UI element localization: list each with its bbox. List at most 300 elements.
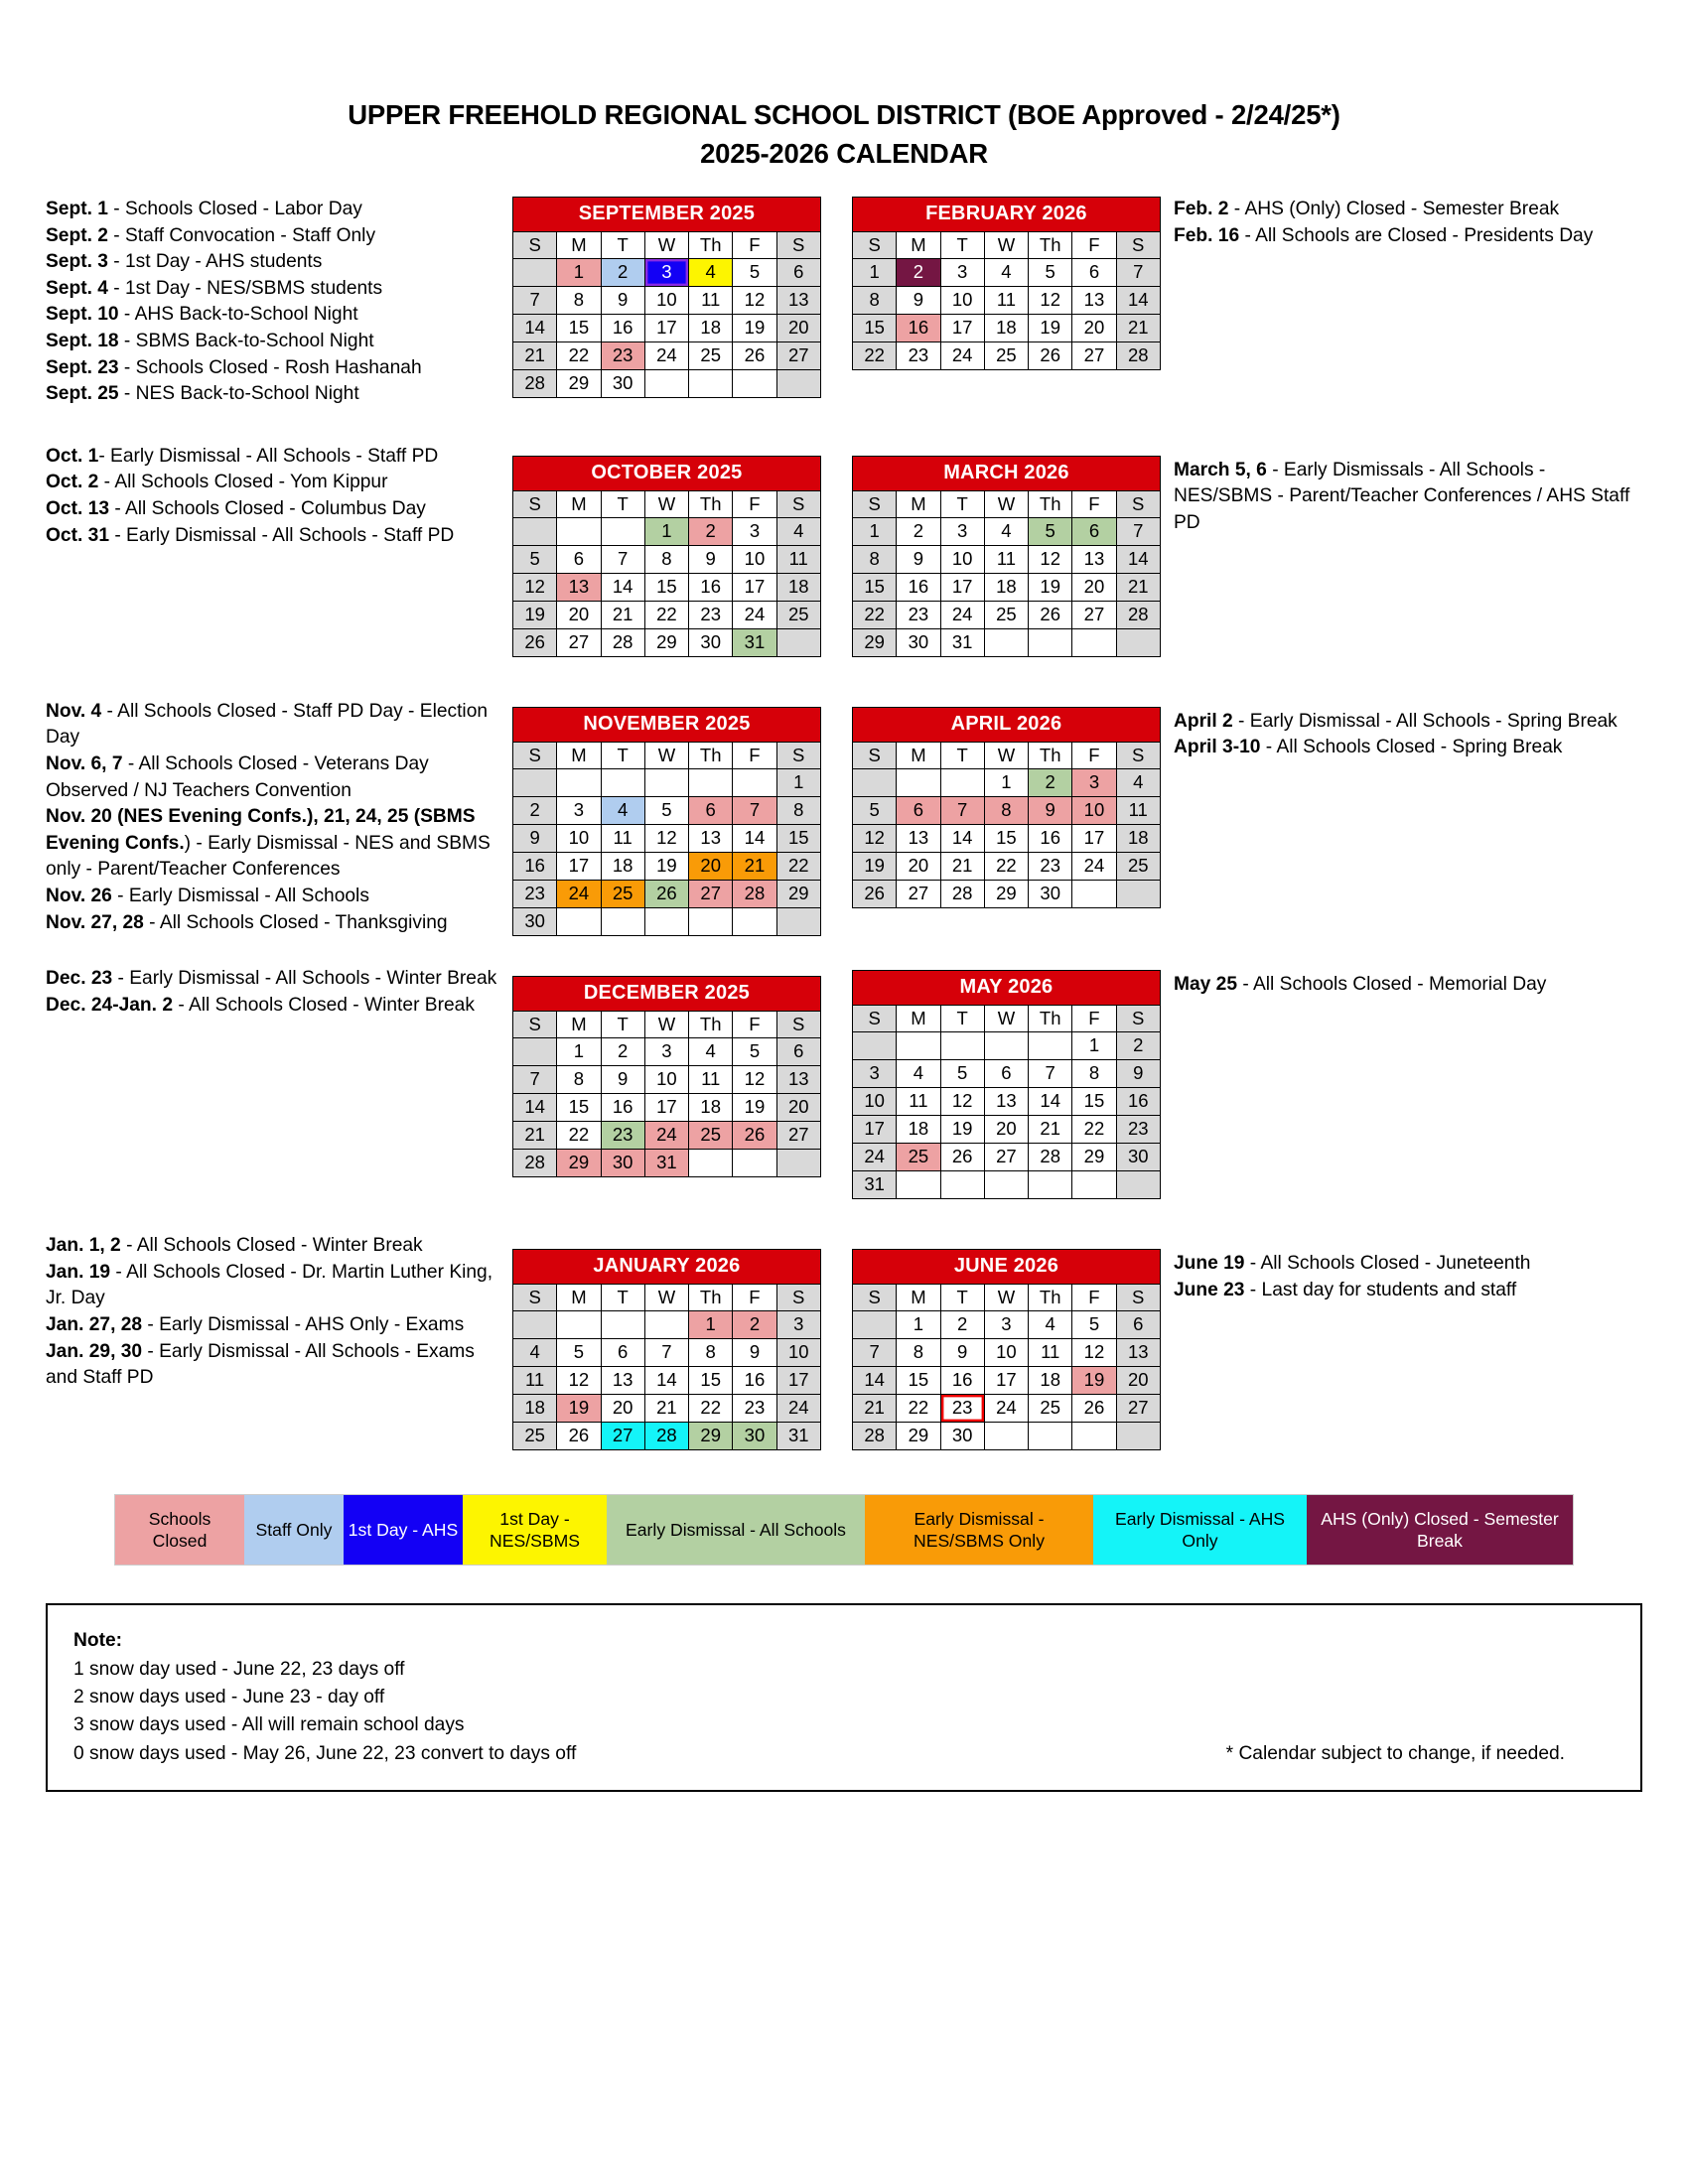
day-cell-february-1[interactable]: 1	[853, 259, 897, 287]
day-cell-april-27[interactable]: 27	[897, 880, 940, 907]
day-cell-may-25[interactable]: 25	[897, 1144, 940, 1171]
day-cell-april-14[interactable]: 14	[940, 824, 984, 852]
day-cell-october-31[interactable]: 31	[733, 628, 776, 656]
day-cell-may-11[interactable]: 11	[897, 1088, 940, 1116]
day-cell-may-13[interactable]: 13	[984, 1088, 1028, 1116]
day-cell-october-30[interactable]: 30	[689, 628, 733, 656]
day-cell-december-3[interactable]: 3	[644, 1038, 688, 1066]
day-cell-june-27[interactable]: 27	[1116, 1395, 1160, 1423]
day-cell-may-6[interactable]: 6	[984, 1060, 1028, 1088]
day-cell-june-22[interactable]: 22	[897, 1395, 940, 1423]
day-cell-september-28[interactable]: 28	[513, 370, 557, 398]
day-cell-october-17[interactable]: 17	[733, 573, 776, 601]
day-cell-march-8[interactable]: 8	[853, 545, 897, 573]
day-cell-april-29[interactable]: 29	[984, 880, 1028, 907]
day-cell-january-7[interactable]: 7	[644, 1339, 688, 1367]
day-cell-march-29[interactable]: 29	[853, 628, 897, 656]
day-cell-september-1[interactable]: 1	[557, 259, 601, 287]
day-cell-may-2[interactable]: 2	[1116, 1032, 1160, 1060]
day-cell-february-15[interactable]: 15	[853, 315, 897, 342]
day-cell-november-15[interactable]: 15	[776, 824, 820, 852]
day-cell-november-29[interactable]: 29	[776, 880, 820, 907]
day-cell-may-31[interactable]: 31	[853, 1171, 897, 1199]
day-cell-june-24[interactable]: 24	[984, 1395, 1028, 1423]
day-cell-september-20[interactable]: 20	[776, 315, 820, 342]
day-cell-november-16[interactable]: 16	[513, 852, 557, 880]
day-cell-december-19[interactable]: 19	[733, 1094, 776, 1122]
day-cell-february-11[interactable]: 11	[984, 287, 1028, 315]
day-cell-december-20[interactable]: 20	[776, 1094, 820, 1122]
day-cell-april-16[interactable]: 16	[1029, 824, 1072, 852]
day-cell-october-5[interactable]: 5	[513, 545, 557, 573]
day-cell-january-24[interactable]: 24	[776, 1395, 820, 1423]
day-cell-february-13[interactable]: 13	[1072, 287, 1116, 315]
day-cell-april-2[interactable]: 2	[1029, 768, 1072, 796]
day-cell-january-9[interactable]: 9	[733, 1339, 776, 1367]
day-cell-june-14[interactable]: 14	[853, 1367, 897, 1395]
day-cell-april-6[interactable]: 6	[897, 796, 940, 824]
day-cell-january-17[interactable]: 17	[776, 1367, 820, 1395]
day-cell-may-9[interactable]: 9	[1116, 1060, 1160, 1088]
day-cell-october-29[interactable]: 29	[644, 628, 688, 656]
day-cell-february-22[interactable]: 22	[853, 342, 897, 370]
day-cell-february-4[interactable]: 4	[984, 259, 1028, 287]
day-cell-february-16[interactable]: 16	[897, 315, 940, 342]
day-cell-february-7[interactable]: 7	[1116, 259, 1160, 287]
day-cell-march-22[interactable]: 22	[853, 601, 897, 628]
day-cell-june-3[interactable]: 3	[984, 1311, 1028, 1339]
day-cell-february-5[interactable]: 5	[1029, 259, 1072, 287]
day-cell-january-6[interactable]: 6	[601, 1339, 644, 1367]
day-cell-april-13[interactable]: 13	[897, 824, 940, 852]
day-cell-april-9[interactable]: 9	[1029, 796, 1072, 824]
day-cell-june-28[interactable]: 28	[853, 1423, 897, 1450]
day-cell-october-26[interactable]: 26	[513, 628, 557, 656]
day-cell-january-29[interactable]: 29	[689, 1423, 733, 1450]
day-cell-december-22[interactable]: 22	[557, 1122, 601, 1150]
day-cell-march-21[interactable]: 21	[1116, 573, 1160, 601]
day-cell-april-23[interactable]: 23	[1029, 852, 1072, 880]
day-cell-december-10[interactable]: 10	[644, 1066, 688, 1094]
day-cell-may-27[interactable]: 27	[984, 1144, 1028, 1171]
day-cell-september-30[interactable]: 30	[601, 370, 644, 398]
day-cell-march-13[interactable]: 13	[1072, 545, 1116, 573]
day-cell-november-13[interactable]: 13	[689, 824, 733, 852]
day-cell-november-2[interactable]: 2	[513, 796, 557, 824]
day-cell-october-24[interactable]: 24	[733, 601, 776, 628]
day-cell-november-1[interactable]: 1	[776, 768, 820, 796]
day-cell-january-12[interactable]: 12	[557, 1367, 601, 1395]
day-cell-september-2[interactable]: 2	[601, 259, 644, 287]
day-cell-september-13[interactable]: 13	[776, 287, 820, 315]
day-cell-may-23[interactable]: 23	[1116, 1116, 1160, 1144]
day-cell-december-25[interactable]: 25	[689, 1122, 733, 1150]
day-cell-november-22[interactable]: 22	[776, 852, 820, 880]
day-cell-may-19[interactable]: 19	[940, 1116, 984, 1144]
day-cell-june-12[interactable]: 12	[1072, 1339, 1116, 1367]
day-cell-december-8[interactable]: 8	[557, 1066, 601, 1094]
day-cell-october-13[interactable]: 13	[557, 573, 601, 601]
day-cell-march-9[interactable]: 9	[897, 545, 940, 573]
day-cell-december-7[interactable]: 7	[513, 1066, 557, 1094]
day-cell-february-6[interactable]: 6	[1072, 259, 1116, 287]
day-cell-may-29[interactable]: 29	[1072, 1144, 1116, 1171]
day-cell-june-1[interactable]: 1	[897, 1311, 940, 1339]
day-cell-november-28[interactable]: 28	[733, 880, 776, 907]
day-cell-september-9[interactable]: 9	[601, 287, 644, 315]
day-cell-may-26[interactable]: 26	[940, 1144, 984, 1171]
day-cell-february-2[interactable]: 2	[897, 259, 940, 287]
day-cell-may-3[interactable]: 3	[853, 1060, 897, 1088]
day-cell-march-23[interactable]: 23	[897, 601, 940, 628]
day-cell-may-8[interactable]: 8	[1072, 1060, 1116, 1088]
day-cell-april-20[interactable]: 20	[897, 852, 940, 880]
day-cell-november-27[interactable]: 27	[689, 880, 733, 907]
day-cell-december-4[interactable]: 4	[689, 1038, 733, 1066]
day-cell-march-4[interactable]: 4	[984, 517, 1028, 545]
day-cell-december-27[interactable]: 27	[776, 1122, 820, 1150]
day-cell-january-8[interactable]: 8	[689, 1339, 733, 1367]
day-cell-march-26[interactable]: 26	[1029, 601, 1072, 628]
day-cell-september-5[interactable]: 5	[733, 259, 776, 287]
day-cell-september-23[interactable]: 23	[601, 342, 644, 370]
day-cell-december-12[interactable]: 12	[733, 1066, 776, 1094]
day-cell-may-22[interactable]: 22	[1072, 1116, 1116, 1144]
day-cell-september-12[interactable]: 12	[733, 287, 776, 315]
day-cell-april-26[interactable]: 26	[853, 880, 897, 907]
day-cell-october-3[interactable]: 3	[733, 517, 776, 545]
day-cell-november-7[interactable]: 7	[733, 796, 776, 824]
day-cell-october-16[interactable]: 16	[689, 573, 733, 601]
day-cell-april-24[interactable]: 24	[1072, 852, 1116, 880]
day-cell-october-12[interactable]: 12	[513, 573, 557, 601]
day-cell-november-11[interactable]: 11	[601, 824, 644, 852]
day-cell-january-23[interactable]: 23	[733, 1395, 776, 1423]
day-cell-october-21[interactable]: 21	[601, 601, 644, 628]
day-cell-october-1[interactable]: 1	[644, 517, 688, 545]
day-cell-september-29[interactable]: 29	[557, 370, 601, 398]
day-cell-february-9[interactable]: 9	[897, 287, 940, 315]
day-cell-may-21[interactable]: 21	[1029, 1116, 1072, 1144]
day-cell-november-14[interactable]: 14	[733, 824, 776, 852]
day-cell-february-28[interactable]: 28	[1116, 342, 1160, 370]
day-cell-november-3[interactable]: 3	[557, 796, 601, 824]
day-cell-april-25[interactable]: 25	[1116, 852, 1160, 880]
day-cell-june-21[interactable]: 21	[853, 1395, 897, 1423]
day-cell-september-4[interactable]: 4	[689, 259, 733, 287]
day-cell-june-23[interactable]: 23	[940, 1395, 984, 1423]
day-cell-february-21[interactable]: 21	[1116, 315, 1160, 342]
day-cell-january-10[interactable]: 10	[776, 1339, 820, 1367]
day-cell-january-25[interactable]: 25	[513, 1423, 557, 1450]
day-cell-october-10[interactable]: 10	[733, 545, 776, 573]
day-cell-october-9[interactable]: 9	[689, 545, 733, 573]
day-cell-november-8[interactable]: 8	[776, 796, 820, 824]
day-cell-may-14[interactable]: 14	[1029, 1088, 1072, 1116]
day-cell-december-24[interactable]: 24	[644, 1122, 688, 1150]
day-cell-september-24[interactable]: 24	[644, 342, 688, 370]
day-cell-march-25[interactable]: 25	[984, 601, 1028, 628]
day-cell-march-24[interactable]: 24	[940, 601, 984, 628]
day-cell-january-5[interactable]: 5	[557, 1339, 601, 1367]
day-cell-october-6[interactable]: 6	[557, 545, 601, 573]
day-cell-march-31[interactable]: 31	[940, 628, 984, 656]
day-cell-february-23[interactable]: 23	[897, 342, 940, 370]
day-cell-january-1[interactable]: 1	[689, 1311, 733, 1339]
day-cell-april-30[interactable]: 30	[1029, 880, 1072, 907]
day-cell-december-5[interactable]: 5	[733, 1038, 776, 1066]
day-cell-october-25[interactable]: 25	[776, 601, 820, 628]
day-cell-december-21[interactable]: 21	[513, 1122, 557, 1150]
day-cell-january-20[interactable]: 20	[601, 1395, 644, 1423]
day-cell-december-17[interactable]: 17	[644, 1094, 688, 1122]
day-cell-december-31[interactable]: 31	[644, 1150, 688, 1177]
day-cell-february-3[interactable]: 3	[940, 259, 984, 287]
day-cell-april-12[interactable]: 12	[853, 824, 897, 852]
day-cell-february-25[interactable]: 25	[984, 342, 1028, 370]
day-cell-october-22[interactable]: 22	[644, 601, 688, 628]
day-cell-november-20[interactable]: 20	[689, 852, 733, 880]
day-cell-april-7[interactable]: 7	[940, 796, 984, 824]
day-cell-december-28[interactable]: 28	[513, 1150, 557, 1177]
day-cell-june-8[interactable]: 8	[897, 1339, 940, 1367]
day-cell-june-5[interactable]: 5	[1072, 1311, 1116, 1339]
day-cell-may-15[interactable]: 15	[1072, 1088, 1116, 1116]
day-cell-october-28[interactable]: 28	[601, 628, 644, 656]
day-cell-december-26[interactable]: 26	[733, 1122, 776, 1150]
day-cell-february-18[interactable]: 18	[984, 315, 1028, 342]
day-cell-may-24[interactable]: 24	[853, 1144, 897, 1171]
day-cell-january-26[interactable]: 26	[557, 1423, 601, 1450]
day-cell-january-15[interactable]: 15	[689, 1367, 733, 1395]
day-cell-may-20[interactable]: 20	[984, 1116, 1028, 1144]
day-cell-june-4[interactable]: 4	[1029, 1311, 1072, 1339]
day-cell-may-10[interactable]: 10	[853, 1088, 897, 1116]
day-cell-december-30[interactable]: 30	[601, 1150, 644, 1177]
day-cell-january-30[interactable]: 30	[733, 1423, 776, 1450]
day-cell-november-5[interactable]: 5	[644, 796, 688, 824]
day-cell-march-18[interactable]: 18	[984, 573, 1028, 601]
day-cell-march-1[interactable]: 1	[853, 517, 897, 545]
day-cell-december-9[interactable]: 9	[601, 1066, 644, 1094]
day-cell-february-20[interactable]: 20	[1072, 315, 1116, 342]
day-cell-december-18[interactable]: 18	[689, 1094, 733, 1122]
day-cell-september-17[interactable]: 17	[644, 315, 688, 342]
day-cell-march-30[interactable]: 30	[897, 628, 940, 656]
day-cell-april-3[interactable]: 3	[1072, 768, 1116, 796]
day-cell-september-14[interactable]: 14	[513, 315, 557, 342]
day-cell-november-17[interactable]: 17	[557, 852, 601, 880]
day-cell-march-11[interactable]: 11	[984, 545, 1028, 573]
day-cell-october-11[interactable]: 11	[776, 545, 820, 573]
day-cell-april-11[interactable]: 11	[1116, 796, 1160, 824]
day-cell-april-8[interactable]: 8	[984, 796, 1028, 824]
day-cell-june-15[interactable]: 15	[897, 1367, 940, 1395]
day-cell-september-8[interactable]: 8	[557, 287, 601, 315]
day-cell-march-19[interactable]: 19	[1029, 573, 1072, 601]
day-cell-february-26[interactable]: 26	[1029, 342, 1072, 370]
day-cell-april-21[interactable]: 21	[940, 852, 984, 880]
day-cell-april-1[interactable]: 1	[984, 768, 1028, 796]
day-cell-june-18[interactable]: 18	[1029, 1367, 1072, 1395]
day-cell-february-19[interactable]: 19	[1029, 315, 1072, 342]
day-cell-march-20[interactable]: 20	[1072, 573, 1116, 601]
day-cell-november-6[interactable]: 6	[689, 796, 733, 824]
day-cell-april-19[interactable]: 19	[853, 852, 897, 880]
day-cell-december-1[interactable]: 1	[557, 1038, 601, 1066]
day-cell-may-5[interactable]: 5	[940, 1060, 984, 1088]
day-cell-march-28[interactable]: 28	[1116, 601, 1160, 628]
day-cell-october-8[interactable]: 8	[644, 545, 688, 573]
day-cell-january-16[interactable]: 16	[733, 1367, 776, 1395]
day-cell-february-8[interactable]: 8	[853, 287, 897, 315]
day-cell-october-4[interactable]: 4	[776, 517, 820, 545]
day-cell-january-3[interactable]: 3	[776, 1311, 820, 1339]
day-cell-september-27[interactable]: 27	[776, 342, 820, 370]
day-cell-january-14[interactable]: 14	[644, 1367, 688, 1395]
day-cell-june-10[interactable]: 10	[984, 1339, 1028, 1367]
day-cell-may-28[interactable]: 28	[1029, 1144, 1072, 1171]
day-cell-june-16[interactable]: 16	[940, 1367, 984, 1395]
day-cell-november-23[interactable]: 23	[513, 880, 557, 907]
day-cell-december-15[interactable]: 15	[557, 1094, 601, 1122]
day-cell-january-19[interactable]: 19	[557, 1395, 601, 1423]
day-cell-september-11[interactable]: 11	[689, 287, 733, 315]
day-cell-september-15[interactable]: 15	[557, 315, 601, 342]
day-cell-june-29[interactable]: 29	[897, 1423, 940, 1450]
day-cell-may-7[interactable]: 7	[1029, 1060, 1072, 1088]
day-cell-may-16[interactable]: 16	[1116, 1088, 1160, 1116]
day-cell-march-5[interactable]: 5	[1029, 517, 1072, 545]
day-cell-september-19[interactable]: 19	[733, 315, 776, 342]
day-cell-february-17[interactable]: 17	[940, 315, 984, 342]
day-cell-january-13[interactable]: 13	[601, 1367, 644, 1395]
day-cell-november-21[interactable]: 21	[733, 852, 776, 880]
day-cell-june-7[interactable]: 7	[853, 1339, 897, 1367]
day-cell-january-31[interactable]: 31	[776, 1423, 820, 1450]
day-cell-november-25[interactable]: 25	[601, 880, 644, 907]
day-cell-june-6[interactable]: 6	[1116, 1311, 1160, 1339]
day-cell-september-16[interactable]: 16	[601, 315, 644, 342]
day-cell-september-25[interactable]: 25	[689, 342, 733, 370]
day-cell-february-27[interactable]: 27	[1072, 342, 1116, 370]
day-cell-april-15[interactable]: 15	[984, 824, 1028, 852]
day-cell-december-16[interactable]: 16	[601, 1094, 644, 1122]
day-cell-may-30[interactable]: 30	[1116, 1144, 1160, 1171]
day-cell-january-22[interactable]: 22	[689, 1395, 733, 1423]
day-cell-june-26[interactable]: 26	[1072, 1395, 1116, 1423]
day-cell-january-18[interactable]: 18	[513, 1395, 557, 1423]
day-cell-march-6[interactable]: 6	[1072, 517, 1116, 545]
day-cell-april-17[interactable]: 17	[1072, 824, 1116, 852]
day-cell-december-11[interactable]: 11	[689, 1066, 733, 1094]
day-cell-october-23[interactable]: 23	[689, 601, 733, 628]
day-cell-november-18[interactable]: 18	[601, 852, 644, 880]
day-cell-september-7[interactable]: 7	[513, 287, 557, 315]
day-cell-june-20[interactable]: 20	[1116, 1367, 1160, 1395]
day-cell-september-22[interactable]: 22	[557, 342, 601, 370]
day-cell-december-23[interactable]: 23	[601, 1122, 644, 1150]
day-cell-october-20[interactable]: 20	[557, 601, 601, 628]
day-cell-april-18[interactable]: 18	[1116, 824, 1160, 852]
day-cell-april-10[interactable]: 10	[1072, 796, 1116, 824]
day-cell-november-10[interactable]: 10	[557, 824, 601, 852]
day-cell-january-28[interactable]: 28	[644, 1423, 688, 1450]
day-cell-march-3[interactable]: 3	[940, 517, 984, 545]
day-cell-september-3[interactable]: 3	[644, 259, 688, 287]
day-cell-november-24[interactable]: 24	[557, 880, 601, 907]
day-cell-january-11[interactable]: 11	[513, 1367, 557, 1395]
day-cell-april-4[interactable]: 4	[1116, 768, 1160, 796]
day-cell-june-2[interactable]: 2	[940, 1311, 984, 1339]
day-cell-october-2[interactable]: 2	[689, 517, 733, 545]
day-cell-may-18[interactable]: 18	[897, 1116, 940, 1144]
day-cell-may-4[interactable]: 4	[897, 1060, 940, 1088]
day-cell-january-21[interactable]: 21	[644, 1395, 688, 1423]
day-cell-february-12[interactable]: 12	[1029, 287, 1072, 315]
day-cell-june-19[interactable]: 19	[1072, 1367, 1116, 1395]
day-cell-december-13[interactable]: 13	[776, 1066, 820, 1094]
day-cell-november-19[interactable]: 19	[644, 852, 688, 880]
day-cell-march-17[interactable]: 17	[940, 573, 984, 601]
day-cell-october-14[interactable]: 14	[601, 573, 644, 601]
day-cell-october-27[interactable]: 27	[557, 628, 601, 656]
day-cell-may-1[interactable]: 1	[1072, 1032, 1116, 1060]
day-cell-april-5[interactable]: 5	[853, 796, 897, 824]
day-cell-november-4[interactable]: 4	[601, 796, 644, 824]
day-cell-march-14[interactable]: 14	[1116, 545, 1160, 573]
day-cell-february-24[interactable]: 24	[940, 342, 984, 370]
day-cell-october-18[interactable]: 18	[776, 573, 820, 601]
day-cell-april-28[interactable]: 28	[940, 880, 984, 907]
day-cell-march-2[interactable]: 2	[897, 517, 940, 545]
day-cell-december-2[interactable]: 2	[601, 1038, 644, 1066]
day-cell-april-22[interactable]: 22	[984, 852, 1028, 880]
day-cell-february-10[interactable]: 10	[940, 287, 984, 315]
day-cell-march-10[interactable]: 10	[940, 545, 984, 573]
day-cell-september-10[interactable]: 10	[644, 287, 688, 315]
day-cell-march-12[interactable]: 12	[1029, 545, 1072, 573]
day-cell-may-17[interactable]: 17	[853, 1116, 897, 1144]
day-cell-september-6[interactable]: 6	[776, 259, 820, 287]
day-cell-june-9[interactable]: 9	[940, 1339, 984, 1367]
day-cell-january-2[interactable]: 2	[733, 1311, 776, 1339]
day-cell-october-19[interactable]: 19	[513, 601, 557, 628]
day-cell-march-7[interactable]: 7	[1116, 517, 1160, 545]
day-cell-september-26[interactable]: 26	[733, 342, 776, 370]
day-cell-september-18[interactable]: 18	[689, 315, 733, 342]
day-cell-june-11[interactable]: 11	[1029, 1339, 1072, 1367]
day-cell-november-30[interactable]: 30	[513, 907, 557, 935]
day-cell-march-16[interactable]: 16	[897, 573, 940, 601]
day-cell-june-17[interactable]: 17	[984, 1367, 1028, 1395]
day-cell-november-12[interactable]: 12	[644, 824, 688, 852]
day-cell-march-27[interactable]: 27	[1072, 601, 1116, 628]
day-cell-december-29[interactable]: 29	[557, 1150, 601, 1177]
day-cell-january-4[interactable]: 4	[513, 1339, 557, 1367]
day-cell-november-26[interactable]: 26	[644, 880, 688, 907]
day-cell-june-30[interactable]: 30	[940, 1423, 984, 1450]
day-cell-december-6[interactable]: 6	[776, 1038, 820, 1066]
day-cell-november-9[interactable]: 9	[513, 824, 557, 852]
day-cell-february-14[interactable]: 14	[1116, 287, 1160, 315]
day-cell-june-25[interactable]: 25	[1029, 1395, 1072, 1423]
day-cell-march-15[interactable]: 15	[853, 573, 897, 601]
day-cell-october-7[interactable]: 7	[601, 545, 644, 573]
day-cell-june-13[interactable]: 13	[1116, 1339, 1160, 1367]
day-cell-may-12[interactable]: 12	[940, 1088, 984, 1116]
day-cell-october-15[interactable]: 15	[644, 573, 688, 601]
